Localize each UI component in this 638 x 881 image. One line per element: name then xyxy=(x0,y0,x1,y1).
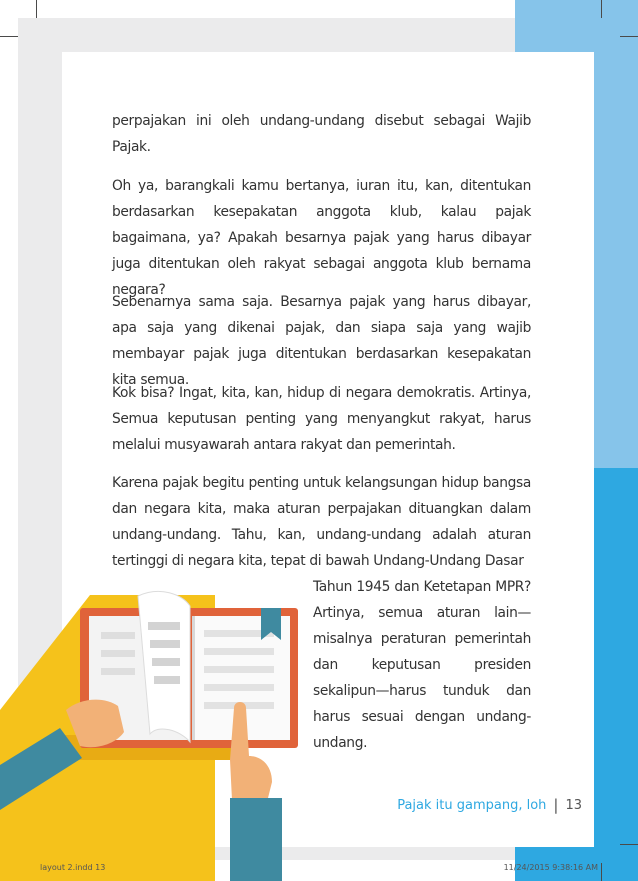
book-title: Pajak itu gampang, loh xyxy=(397,797,547,813)
reading-book-illustration xyxy=(0,560,310,881)
body-paragraph: perpajakan ini oleh undang-undang disebut sebagai Wajib Pajak. xyxy=(112,113,531,155)
crop-mark xyxy=(601,863,602,881)
body-paragraph-wrapped: Tahun 1945 dan Ketetapan MPR? Artinya, semua aturan lain—misalnya peraturan pemerintah dan keputusan presiden sekalipun—harus tunduk dan harus sesuai dengan undang-undang. xyxy=(313,579,531,751)
body-paragraph: Karena pajak begitu penting untuk kelangsungan hidup bangsa dan negara kita, maka aturan perpajakan dituangkan dalam undang-undang. Tahu, kan, undang-undang adalah aturan tertinggi di negara kita, tepat di bawah Undang-Undang Dasar xyxy=(112,475,531,569)
crop-mark xyxy=(36,0,37,18)
crop-mark xyxy=(601,0,602,18)
page-footer xyxy=(397,796,582,814)
body-paragraph: Sebenarnya sama saja. Besarnya pajak yang harus dibayar, apa saja yang dikenai pajak, dan siapa saja yang wajib membayar pajak juga ditentukan berdasarkan kesepakatan kita semua. xyxy=(112,294,531,388)
body-paragraph: Kok bisa? Ingat, kita, kan, hidup di negara demokratis. Artinya, Semua keputusan penting yang menyangkut rakyat, harus melalui musyawarah antara rakyat dan pemerintah. xyxy=(112,385,531,453)
print-slug-file: layout 2.indd 13 xyxy=(40,863,106,872)
crop-mark xyxy=(620,844,638,845)
body-paragraph: Oh ya, barangkali kamu bertanya, iuran itu, kan, ditentukan berdasarkan kesepakatan anggota klub, kalau pajak bagaimana, ya? Apakah besarnya pajak yang harus dibayar juga ditentukan oleh rakyat sebagai anggota klub bernama negara? xyxy=(112,178,531,298)
crop-mark xyxy=(0,36,18,37)
footer-divider: | xyxy=(553,796,559,814)
crop-mark xyxy=(620,36,638,37)
print-slug-timestamp: 11/24/2015 9:38:16 AM xyxy=(503,863,598,872)
right-sleeve xyxy=(230,798,282,881)
page-number: 13 xyxy=(565,797,582,813)
